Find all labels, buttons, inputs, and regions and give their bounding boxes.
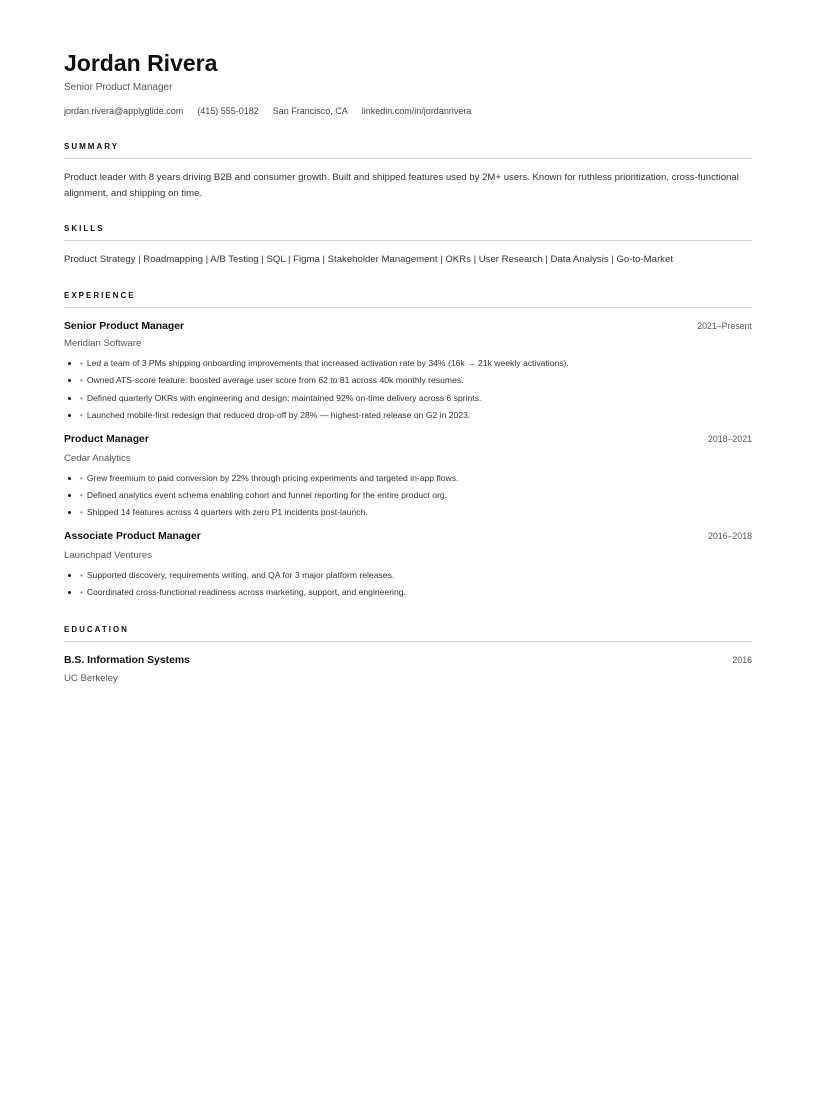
bullet-dot-icon: • xyxy=(80,376,83,386)
bullet-item xyxy=(80,584,752,601)
job-entry xyxy=(64,530,752,602)
bullet-item xyxy=(80,567,752,584)
education-entry xyxy=(64,654,752,686)
bullet-text: Supported discovery, requirements writing, and QA for 3 major platform releases. xyxy=(86,569,395,580)
bullet-dot-icon: • xyxy=(80,508,83,518)
bullet-item xyxy=(80,372,752,389)
section-divider xyxy=(64,641,752,642)
bullet-dot-icon: • xyxy=(80,411,83,421)
contact-email: jordan.rivera@applyglide.com xyxy=(64,106,184,116)
job-title: Product Manager xyxy=(64,433,149,445)
bullet-text: Defined quarterly OKRs with engineering and design; maintained 92% on-time delivery across 6 sprints. xyxy=(86,392,482,403)
resume-header xyxy=(64,48,752,118)
job-title: Senior Product Manager xyxy=(64,321,185,332)
bullet-dot-icon: • xyxy=(80,570,83,580)
section-divider xyxy=(64,240,752,241)
section-divider xyxy=(64,158,752,159)
bullet-text: Grew freemium to paid conversion by 22% through pricing experiments and targeted in-app flows. xyxy=(86,472,459,483)
education-section xyxy=(64,624,752,686)
job-bullets xyxy=(64,355,752,425)
job-dates: 2021–Present xyxy=(697,321,752,331)
education-header xyxy=(64,654,752,668)
job-header xyxy=(64,433,752,447)
job-entry xyxy=(64,433,752,522)
contact-phone: (415) 555-0182 xyxy=(197,106,259,116)
bullet-item xyxy=(80,355,752,372)
bullet-dot-icon: • xyxy=(80,588,83,598)
candidate-name: Jordan Rivera xyxy=(64,50,218,76)
bullet-item xyxy=(80,504,752,521)
bullet-text: Coordinated cross-functional readiness across marketing, support, and engineering. xyxy=(86,587,406,598)
bullet-text: Shipped 14 features across 4 quarters with zero P1 incidents post-launch. xyxy=(86,507,368,518)
school-name: UC Berkeley xyxy=(64,672,118,684)
candidate-headline: Senior Product Manager xyxy=(64,82,173,93)
bullet-text: Led a team of 3 PMs shipping onboarding improvements that increased activation rate by 34% (16k → 21k weekly activations). xyxy=(86,358,569,368)
bullet-text: Launched mobile-first redesign that reduced drop-off by 28% — highest-rated release on G2 in 2023. xyxy=(86,410,471,421)
job-header xyxy=(64,320,752,334)
job-header xyxy=(64,530,752,544)
bullet-item xyxy=(80,487,752,504)
degree-title: B.S. Information Systems xyxy=(64,654,190,666)
section-title-summary: SUMMARY xyxy=(64,142,120,151)
job-dates: 2018–2021 xyxy=(707,433,752,444)
contact-location: San Francisco, CA xyxy=(272,106,348,116)
job-entry xyxy=(64,320,752,425)
graduation-year: 2016 xyxy=(732,654,752,665)
job-title: Associate Product Manager xyxy=(64,530,201,542)
job-bullets xyxy=(64,470,752,522)
bullet-item xyxy=(80,390,752,407)
bullet-text: Defined analytics event schema enabling cohort and funnel reporting for the entire product org. xyxy=(86,490,448,501)
section-title-education: EDUCATION xyxy=(64,624,129,634)
experience-section xyxy=(64,290,752,602)
bullet-item xyxy=(80,470,752,487)
contact-line xyxy=(64,104,752,118)
skills-section xyxy=(64,223,752,268)
section-divider xyxy=(64,307,752,308)
bullet-dot-icon: • xyxy=(80,359,83,368)
bullet-item xyxy=(80,407,752,424)
skills-text: Product Strategy | Roadmapping | A/B Testing | SQL | Figma | Stakeholder Management | OKRs | User Research | Data Analysis | Go-to-Market xyxy=(64,254,673,265)
job-dates: 2016–2018 xyxy=(707,530,752,541)
bullet-text: Owned ATS-score feature: boosted average user score from 62 to 81 across 40k monthly resumes. xyxy=(86,375,464,386)
summary-section xyxy=(64,141,752,202)
resume-page xyxy=(64,48,752,686)
summary-text: Product leader with 8 years driving B2B and consumer growth. Built and shipped features used by 2M+ users. Known for ruthless prioritization, cross-functional alignment, and shipping on time. xyxy=(64,172,739,199)
job-company: Launchpad Ventures xyxy=(64,549,153,561)
section-title-skills: SKILLS xyxy=(64,224,105,233)
section-title-experience: EXPERIENCE xyxy=(64,291,136,300)
bullet-dot-icon: • xyxy=(80,491,83,501)
contact-linkedin: linkedin.com/in/jordanrivera xyxy=(361,106,472,116)
job-company: Cedar Analytics xyxy=(64,452,131,464)
bullet-dot-icon: • xyxy=(80,473,83,483)
job-company: Meridian Software xyxy=(64,338,142,349)
bullet-dot-icon: • xyxy=(80,393,83,403)
job-bullets xyxy=(64,567,752,602)
